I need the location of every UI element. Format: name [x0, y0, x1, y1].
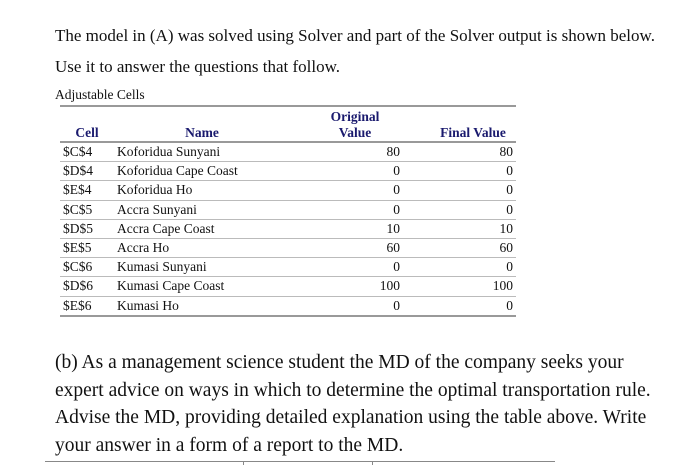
cell-ref: $C$6	[60, 258, 114, 277]
final-value: 100	[403, 277, 516, 296]
cell-ref: $D$6	[60, 277, 114, 296]
bottom-divider	[45, 461, 555, 462]
final-value: 0	[403, 181, 516, 200]
cell-name: Accra Ho	[114, 238, 290, 257]
original-value: 100	[290, 277, 403, 296]
cell-name: Koforidua Ho	[114, 181, 290, 200]
cell-ref: $D$5	[60, 219, 114, 238]
original-value: 0	[290, 258, 403, 277]
cell-ref: $E$4	[60, 181, 114, 200]
original-value: 0	[290, 296, 403, 316]
cell-ref: $E$6	[60, 296, 114, 316]
cell-name: Accra Sunyani	[114, 200, 290, 219]
original-value: 80	[290, 142, 403, 162]
header-name: Name	[114, 106, 290, 142]
cell-ref: $C$5	[60, 200, 114, 219]
cell-name: Koforidua Cape Coast	[114, 162, 290, 181]
cell-ref: $E$5	[60, 238, 114, 257]
original-value: 10	[290, 219, 403, 238]
header-original-line1: Original	[330, 109, 380, 124]
intro-text: The model in (A) was solved using Solver and part of the Solver output is shown below. Use it to answer the questions that follow.	[55, 26, 655, 76]
final-value: 0	[403, 258, 516, 277]
table-row	[60, 258, 516, 277]
question-b: (b) As a management science student the MD of the company seeks your expert advice on ways in which to determine the optimal transportation rule. Advise the MD, providing detailed explanation using the table above. Write your answer in a form of a report to the MD.	[55, 352, 651, 456]
table-caption: Adjustable Cells	[55, 87, 145, 102]
final-value: 0	[403, 200, 516, 219]
original-value: 0	[290, 181, 403, 200]
table-row	[60, 162, 516, 181]
final-value: 60	[403, 238, 516, 257]
original-value: 0	[290, 162, 403, 181]
table-row	[60, 238, 516, 257]
cell-name: Koforidua Sunyani	[114, 142, 290, 162]
cell-ref: $D$4	[60, 162, 114, 181]
table-row	[60, 277, 516, 296]
header-original-value	[290, 106, 403, 142]
table-row	[60, 296, 516, 316]
final-value: 10	[403, 219, 516, 238]
cell-name: Kumasi Cape Coast	[114, 277, 290, 296]
final-value: 0	[403, 296, 516, 316]
adjustable-cells-table	[60, 105, 516, 317]
divider-tick	[243, 461, 244, 465]
cell-name: Kumasi Ho	[114, 296, 290, 316]
table-row	[60, 181, 516, 200]
table-row	[60, 142, 516, 162]
original-value: 60	[290, 238, 403, 257]
table-row	[60, 219, 516, 238]
original-value: 0	[290, 200, 403, 219]
table-header-row	[60, 106, 516, 142]
header-final-value: Final Value	[403, 106, 516, 142]
final-value: 80	[403, 142, 516, 162]
table-row	[60, 200, 516, 219]
cell-name: Kumasi Sunyani	[114, 258, 290, 277]
cell-name: Accra Cape Coast	[114, 219, 290, 238]
header-cell: Cell	[60, 106, 114, 142]
cell-ref: $C$4	[60, 142, 114, 162]
final-value: 0	[403, 162, 516, 181]
divider-tick	[372, 461, 373, 465]
header-original-line2: Value	[338, 125, 372, 140]
